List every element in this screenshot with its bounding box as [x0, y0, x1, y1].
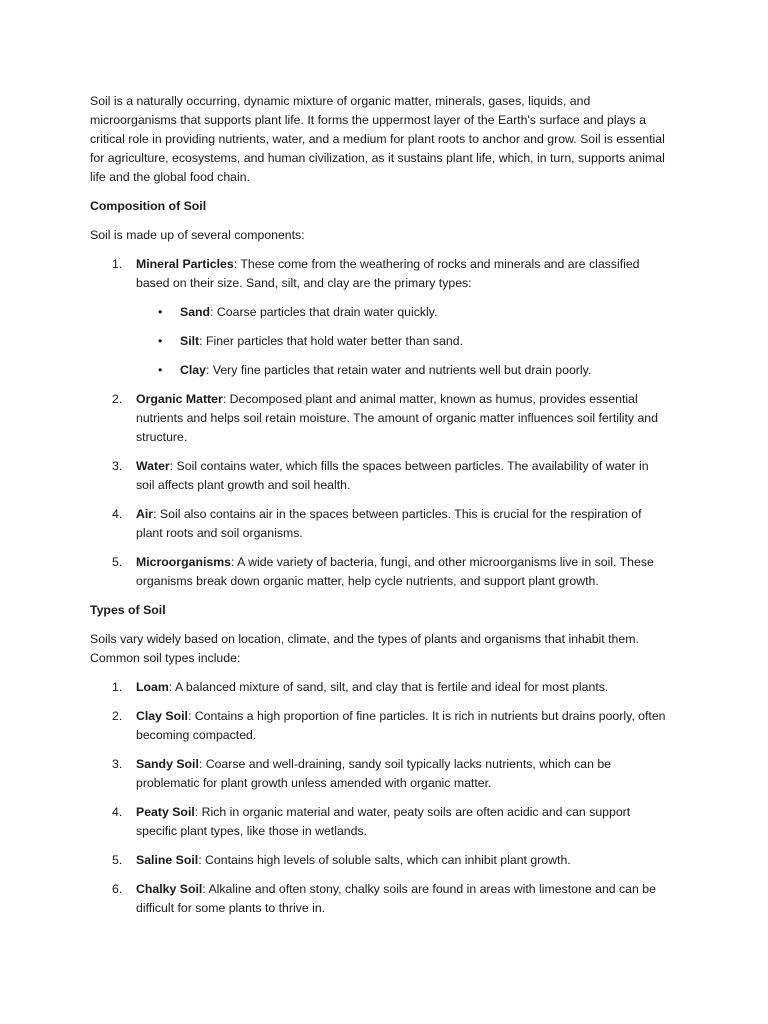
composition-lead: Soil is made up of several components: — [90, 228, 305, 242]
list-item-text: : Coarse particles that drain water quickly. — [210, 305, 438, 319]
list-number: 5. — [112, 555, 123, 569]
list-item-term: Clay — [180, 363, 206, 377]
list-item-term: Sand — [180, 305, 211, 319]
list-number: 3. — [112, 757, 123, 771]
list-item-text: : Coarse and well-draining, sandy soil typically lacks nutrients, which can be problematic for plant growth unless amended with organic matter. — [136, 757, 612, 790]
intro-paragraph: Soil is a naturally occurring, dynamic mixture of organic matter, minerals, gases, liquids, and microorganisms that supports plant life. It forms the uppermost layer of the Earth's surface and plays a critical role in providing nutrients, water, and a medium for plant roots to anchor and grow. Soil is essential for agriculture, ecosystems, and human civilization, as it sustains plant life, which, in turn, supports animal life and the global food chain. — [90, 94, 665, 184]
types-lead: Soils vary widely based on location, climate, and the types of plants and organisms that inhabit them. Common soil types include: — [90, 632, 639, 665]
list-item-text: : These come from the weathering of rocks and minerals and are classified based on their size. Sand, silt, and clay are the primary types: — [136, 257, 640, 290]
list-item-text: : Rich in organic material and water, peaty soils are often acidic and can support specific plant types, like those in wetlands. — [136, 805, 631, 838]
list-item — [90, 390, 670, 447]
list-number: 4. — [112, 507, 123, 521]
list-number: 1. — [112, 680, 123, 694]
list-item — [90, 803, 670, 841]
list-item — [136, 303, 670, 322]
list-item-term: Clay Soil — [136, 709, 188, 723]
document-page — [90, 92, 670, 928]
list-item-term: Saline Soil — [136, 853, 199, 867]
list-item-text: : Very fine particles that retain water and nutrients well but drain poorly. — [205, 363, 592, 377]
soil-types-list — [90, 678, 670, 918]
list-item — [90, 457, 670, 495]
list-item-term: Loam — [136, 680, 169, 694]
list-item — [136, 332, 670, 351]
list-item-text: : Contains high levels of soluble salts, which can inhibit plant growth. — [198, 853, 571, 867]
list-number: 2. — [112, 392, 123, 406]
list-item-term: Water — [136, 459, 170, 473]
list-item-term: Peaty Soil — [136, 805, 195, 819]
list-item-text: : Soil contains water, which fills the spaces between particles. The availability of water in soil affects plant growth and soil health. — [136, 459, 649, 492]
bullet-icon: • — [158, 363, 163, 377]
list-number: 2. — [112, 709, 123, 723]
list-number: 1. — [112, 257, 123, 271]
list-item — [90, 755, 670, 793]
types-heading: Types of Soil — [90, 603, 166, 617]
particle-types-list — [136, 303, 670, 380]
list-item-text: : Alkaline and often stony, chalky soils are found in areas with limestone and can be difficult for some plants to thrive in. — [136, 882, 656, 915]
list-item-text: : Finer particles that hold water better than sand. — [199, 334, 463, 348]
list-item-text: : Soil also contains air in the spaces between particles. This is crucial for the respiration of plant roots and soil organisms. — [136, 507, 642, 540]
list-item-text: : Decomposed plant and animal matter, known as humus, provides essential nutrients and helps soil retain moisture. The amount of organic matter influences soil fertility and structure. — [136, 392, 658, 444]
bullet-icon: • — [158, 305, 163, 319]
list-item-term: Silt — [180, 334, 200, 348]
list-item — [90, 678, 670, 697]
list-item — [90, 255, 670, 380]
list-item-text: : Contains a high proportion of fine particles. It is rich in nutrients but drains poorly, often becoming compacted. — [136, 709, 666, 742]
list-number: 6. — [112, 882, 123, 896]
list-number: 4. — [112, 805, 123, 819]
composition-heading: Composition of Soil — [90, 199, 207, 213]
list-item — [90, 880, 670, 918]
list-item-term: Chalky Soil — [136, 882, 203, 896]
list-number: 3. — [112, 459, 123, 473]
list-item-term: Mineral Particles — [136, 257, 234, 271]
list-item-term: Sandy Soil — [136, 757, 199, 771]
list-item — [136, 361, 670, 380]
list-item — [90, 553, 670, 591]
list-number: 5. — [112, 853, 123, 867]
list-item — [90, 707, 670, 745]
list-item-term: Microorganisms — [136, 555, 231, 569]
list-item-text: : A wide variety of bacteria, fungi, and other microorganisms live in soil. These organisms break down organic matter, help cycle nutrients, and support plant growth. — [136, 555, 654, 588]
bullet-icon: • — [158, 334, 163, 348]
list-item-text: : A balanced mixture of sand, silt, and clay that is fertile and ideal for most plants. — [168, 680, 609, 694]
list-item-term: Air — [136, 507, 154, 521]
list-item — [90, 505, 670, 543]
list-item — [90, 851, 670, 870]
composition-list — [90, 255, 670, 591]
list-item-term: Organic Matter — [136, 392, 223, 406]
